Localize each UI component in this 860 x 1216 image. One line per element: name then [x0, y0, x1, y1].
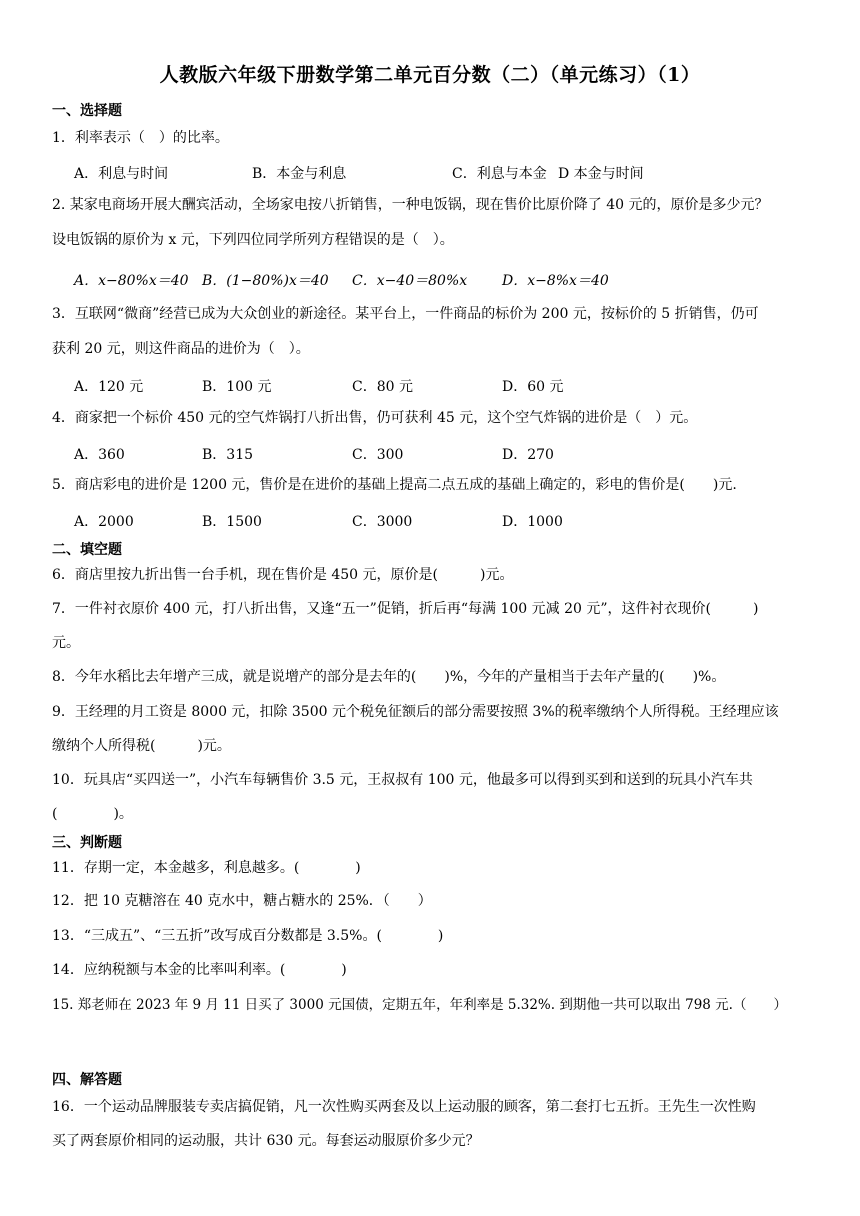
- question-14: 14．应纳税额与本金的比率叫利率。( ): [52, 962, 347, 978]
- question-11: 11．存期一定，本金越多，利息越多。( ): [52, 860, 361, 876]
- q2-option-a: A．x−80%x＝40: [74, 273, 189, 289]
- question-9-line-2: 缴纳个人所得税( )元。: [52, 738, 231, 754]
- section-heading-solve: 四、解答题: [52, 1072, 122, 1088]
- question-2-line-1: 2. 某家电商场开展大酬宾活动，全场家电按八折销售，一种电饭锅，现在售价比原价降了 40 元的，原价是多少元？: [52, 197, 769, 213]
- q3-option-b: B．100 元: [202, 379, 272, 395]
- page-title: 人教版六年级下册数学第二单元百分数（二）（单元练习）（1）: [159, 64, 701, 86]
- q3-option-a: A．120 元: [74, 379, 144, 395]
- question-15: 15. 郑老师在 2023 年 9 月 11 日买了 3000 元国债，定期五年，年利率是 5.32%. 到期他一共可以取出 798 元.（ ）: [52, 997, 787, 1013]
- question-9-line-1: 9．王经理的月工资是 8000 元，扣除 3500 元个税免征额后的部分需要按照 3%的税率缴纳个人所得税。王经理应该: [52, 704, 779, 720]
- q1-option-a: A．利息与时间: [74, 166, 169, 182]
- q4-option-b: B．315: [202, 447, 254, 463]
- q2-option-d: D．x−8%x＝40: [502, 273, 609, 289]
- q4-option-c: C．300: [352, 447, 404, 463]
- q3-option-d: D．60 元: [502, 379, 564, 395]
- section-heading-fill-in: 二、填空题: [52, 542, 122, 558]
- q1-option-d: D 本金与时间: [558, 166, 644, 182]
- question-7-line-2: 元。: [52, 635, 80, 651]
- question-16-line-1: 16．一个运动品牌服装专卖店搞促销，凡一次性购买两套及以上运动服的顾客，第二套打七五折。王先生一次性购: [52, 1099, 756, 1115]
- question-7-line-1: 7．一件衬衣原价 400 元，打八折出售，又逢“五一”促销，折后再“每满 100 元减 20 元”，这件衬衣现价( ): [52, 601, 759, 617]
- q3-option-c: C．80 元: [352, 379, 413, 395]
- question-2-line-2: 设电饭锅的原价为 x 元，下列四位同学所列方程错误的是（ ）。: [52, 232, 454, 248]
- question-3-line-1: 3．互联网“微商”经营已成为大众创业的新途径。某平台上，一件商品的标价为 200 元，按标价的 5 折销售，仍可: [52, 306, 759, 322]
- q1-option-c: C．利息与本金: [452, 166, 547, 182]
- question-8: 8．今年水稻比去年增产三成，就是说增产的部分是去年的( )%，今年的产量相当于去年产量的( )%。: [52, 669, 726, 685]
- q4-option-d: D．270: [502, 447, 554, 463]
- q1-option-b: B．本金与利息: [252, 166, 347, 182]
- q2-option-c: C．x−40＝80%x: [352, 273, 468, 289]
- q5-option-a: A．2000: [74, 514, 134, 530]
- section-heading-choice: 一、选择题: [52, 103, 122, 119]
- question-12: 12．把 10 克糖溶在 40 克水中，糖占糖水的 25%．（ ）: [52, 893, 432, 909]
- q5-option-b: B．1500: [202, 514, 262, 530]
- section-heading-true-false: 三、判断题: [52, 835, 122, 851]
- q5-option-c: C．3000: [352, 514, 413, 530]
- q2-option-b: B．(1−80%)x＝40: [202, 273, 329, 289]
- question-10-line-1: 10．玩具店“买四送一”，小汽车每辆售价 3.5 元，王叔叔有 100 元，他最多可以得到买到和送到的玩具小汽车共: [52, 772, 753, 788]
- question-16-line-2: 买了两套原价相同的运动服，共计 630 元。每套运动服原价多少元？: [52, 1133, 480, 1149]
- question-10-line-2: ( )。: [52, 806, 133, 822]
- question-3-line-2: 获利 20 元，则这件商品的进价为（ ）。: [52, 341, 310, 357]
- question-6: 6．商店里按九折出售一台手机，现在售价是 450 元，原价是( )元。: [52, 567, 514, 583]
- question-13: 13．“三成五”、“三五折”改写成百分数都是 3.5%。( ): [52, 928, 444, 944]
- question-5-stem: 5．商店彩电的进价是 1200 元，售价是在进价的基础上提高二点五成的基础上确定的，彩电的售价是( )元.: [52, 477, 737, 493]
- q4-option-a: A．360: [74, 447, 125, 463]
- question-4-stem: 4．商家把一个标价 450 元的空气炸锅打八折出售，仍可获利 45 元，这个空气炸锅的进价是（ ）元。: [52, 410, 698, 426]
- q5-option-d: D．1000: [502, 514, 563, 530]
- question-1-stem: 1．利率表示（ ）的比率。: [52, 130, 229, 146]
